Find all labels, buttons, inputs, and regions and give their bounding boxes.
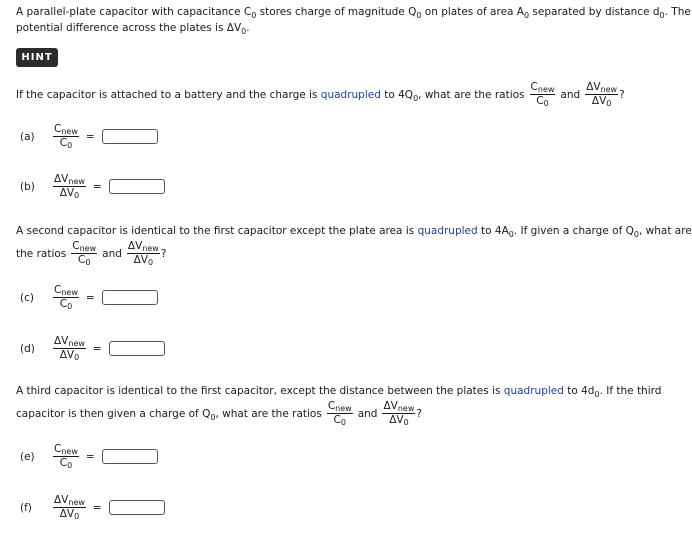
- part-e-label: (e): [20, 450, 35, 463]
- subscript: 0: [543, 99, 549, 109]
- ratio-c-den: C: [59, 298, 68, 311]
- subscript: 0: [241, 27, 247, 36]
- ratio-c-den: C: [59, 137, 68, 150]
- ratio-v-num: ΔV: [54, 335, 69, 347]
- q1-text-c: , what are the ratios: [418, 88, 525, 101]
- subscript: new: [335, 404, 352, 413]
- subscript: 0: [251, 11, 257, 20]
- q3-text-a: A third capacitor is identical to the first capacitor, except the distance between the plates is: [16, 385, 504, 397]
- subscript: 0: [85, 258, 91, 268]
- part-e: [20, 444, 158, 469]
- subscript: new: [537, 85, 555, 94]
- intro-text: on plates of area A: [421, 6, 524, 18]
- ratio-v-fraction: [382, 401, 415, 426]
- q1-text-a: If the capacitor is attached to a battery and the charge is: [16, 88, 321, 101]
- and-text: and: [560, 88, 581, 101]
- ratio-v-num: ΔV: [383, 400, 398, 412]
- ratio-c-num: C: [327, 400, 336, 412]
- part-c-label: (c): [20, 291, 34, 304]
- q1-text-b: to 4Q: [380, 88, 414, 101]
- intro-text: . The: [664, 6, 691, 18]
- subscript: 0: [403, 418, 409, 428]
- subscript: new: [397, 404, 415, 413]
- equals-sign: =: [92, 342, 102, 355]
- subscript: new: [79, 244, 97, 253]
- q1-highlight: quadrupled: [320, 88, 381, 101]
- q2-highlight: quadrupled: [417, 225, 478, 237]
- question-1-text: [16, 89, 525, 101]
- ratio-c-fraction: [53, 124, 79, 149]
- answer-input-e[interactable]: [102, 449, 158, 464]
- ratio-v-den: ΔV: [59, 349, 75, 362]
- subscript: new: [68, 339, 85, 348]
- ratio-c-num: C: [54, 284, 62, 296]
- q3-text-c: . If the third: [599, 385, 662, 397]
- q3-text-b: to 4d: [563, 385, 595, 397]
- q2-text-c: . If given a charge of Q: [513, 225, 634, 237]
- question-1: [16, 82, 625, 107]
- question-3-line-1: [16, 385, 661, 397]
- ratio-c-num: C: [530, 81, 538, 93]
- ratio-v-num: ΔV: [54, 494, 69, 506]
- equals-sign: =: [85, 450, 95, 463]
- question-2-line-1: [16, 225, 692, 237]
- q2-text-b: to 4A: [477, 225, 509, 237]
- subscript: 0: [413, 93, 419, 103]
- subscript: 0: [148, 258, 154, 268]
- subscript: new: [600, 85, 618, 94]
- q2-text-a: A second capacitor is identical to the first capacitor except the plate area is: [16, 225, 418, 237]
- ratio-v-fraction: [53, 336, 86, 361]
- ratio-c-den: C: [59, 457, 68, 470]
- part-a-label: (a): [20, 130, 35, 143]
- ratio-c-den: C: [536, 95, 544, 108]
- q3-line2-text: [16, 408, 322, 420]
- intro-text: separated by distance d: [529, 6, 660, 18]
- ratio-c-den: C: [77, 254, 86, 267]
- ratio-c-fraction: [53, 285, 79, 310]
- intro-line-2: [16, 22, 250, 34]
- ratio-c-num: C: [54, 443, 62, 455]
- question-mark: ?: [416, 407, 422, 420]
- subscript: 0: [524, 11, 530, 20]
- answer-input-f[interactable]: [109, 500, 165, 515]
- ratio-v-fraction: [585, 82, 618, 107]
- question-mark: ?: [619, 88, 625, 101]
- part-d: [20, 336, 165, 361]
- part-c: [20, 285, 158, 310]
- part-a: [20, 124, 158, 149]
- part-b-label: (b): [20, 180, 35, 193]
- subscript: 0: [606, 99, 612, 109]
- subscript: 0: [594, 390, 600, 399]
- subscript: new: [142, 244, 159, 253]
- subscript: 0: [416, 11, 422, 20]
- intro-text: potential difference across the plates is ΔV: [16, 22, 242, 34]
- question-mark: ?: [160, 247, 167, 260]
- ratio-v-fraction: [127, 241, 160, 266]
- subscript: 0: [210, 412, 216, 422]
- subscript: 0: [74, 353, 80, 363]
- subscript: 0: [659, 11, 665, 20]
- part-f: [20, 495, 165, 520]
- equals-sign: =: [85, 130, 95, 143]
- ratio-v-num: ΔV: [127, 240, 143, 252]
- subscript: new: [61, 447, 78, 456]
- subscript: 0: [74, 512, 80, 522]
- ratio-c-num: C: [72, 240, 80, 252]
- ratio-v-den: ΔV: [59, 187, 75, 200]
- ratio-v-fraction: [53, 495, 86, 520]
- ratio-v-den: ΔV: [133, 254, 148, 267]
- ratio-v-den: ΔV: [389, 414, 404, 427]
- subscript: new: [68, 177, 85, 186]
- ratio-c-den: C: [333, 414, 341, 427]
- subscript: 0: [67, 141, 73, 151]
- part-d-label: (d): [20, 342, 35, 355]
- q3-highlight: quadrupled: [503, 385, 564, 397]
- ratio-c-fraction: [327, 401, 353, 426]
- equals-sign: =: [92, 501, 102, 514]
- equals-sign: =: [92, 180, 102, 193]
- subscript: 0: [67, 461, 73, 471]
- and-text: and: [357, 407, 378, 420]
- hint-button[interactable]: HINT: [16, 48, 58, 67]
- answer-input-b[interactable]: [109, 179, 165, 194]
- intro-text: .: [246, 22, 250, 34]
- ratio-c-num: C: [54, 123, 62, 135]
- ratio-v-den: ΔV: [59, 508, 75, 521]
- answer-input-a[interactable]: [102, 129, 158, 144]
- subscript: 0: [74, 191, 80, 201]
- question-2-line-2: [16, 241, 166, 266]
- q2-text-d: , what are: [638, 225, 692, 237]
- ratio-c-fraction: [71, 241, 97, 266]
- ratio-v-num: ΔV: [54, 173, 69, 185]
- subscript: 0: [633, 230, 639, 239]
- question-3-line-2: [16, 401, 422, 426]
- subscript: new: [61, 127, 78, 136]
- ratio-c-fraction: [530, 82, 556, 107]
- subscript: new: [61, 288, 78, 297]
- ratio-v-num: ΔV: [586, 81, 601, 93]
- subscript: 0: [508, 230, 514, 239]
- subscript: 0: [340, 418, 346, 428]
- intro-line-1: [16, 6, 691, 18]
- subscript: new: [68, 498, 85, 507]
- answer-input-d[interactable]: [109, 341, 165, 356]
- answer-input-c[interactable]: [102, 290, 158, 305]
- part-f-label: (f): [20, 501, 32, 514]
- ratio-v-den: ΔV: [591, 95, 607, 108]
- intro-text: A parallel-plate capacitor with capacitance C: [16, 6, 252, 18]
- q3-text-line2b: , what are the ratios: [215, 407, 322, 420]
- part-b: [20, 174, 165, 199]
- q3-text-line2a: capacitor is then given a charge of Q: [16, 407, 211, 420]
- ratio-c-fraction: [53, 444, 79, 469]
- and-text: and: [102, 247, 122, 260]
- intro-text: stores charge of magnitude Q: [256, 6, 417, 18]
- equals-sign: =: [85, 291, 95, 304]
- ratio-v-fraction: [53, 174, 86, 199]
- subscript: 0: [67, 302, 73, 312]
- q2-text-line2: the ratios: [16, 247, 67, 260]
